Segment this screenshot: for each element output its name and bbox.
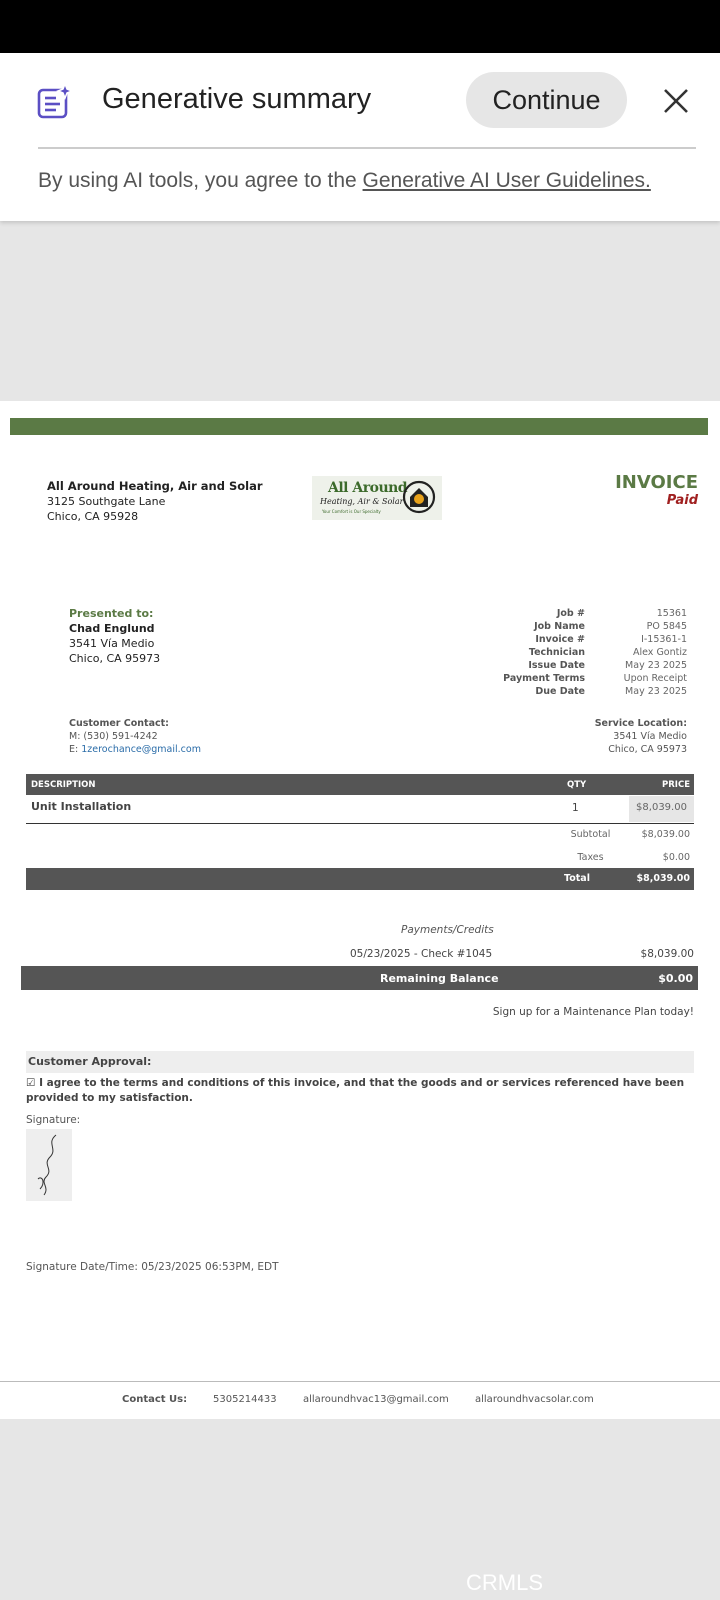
customer-contact: Customer Contact: M: (530) 591-4242 E: 1zerochance@gmail.com <box>69 718 201 755</box>
total-row: Total $8,039.00 <box>26 868 694 890</box>
service-location: Service Location: 3541 Vía Medio Chico, CA 95973 <box>594 718 687 755</box>
ai-summary-icon <box>36 83 74 121</box>
invoice-page: All Around Heating, Air and Solar 3125 Southgate Lane Chico, CA 95928 All Around Heating, Air & Solar Your Comfort is Our Specialty INVOICE Paid Presented to: Chad Englund 3541 Vía Medio Chico, CA 95973 Job # 15361 Job Name PO 5845 Invoice # I-15361-1 Technician Alex Gontiz Issue Date May 23 2025 Payment Terms Upon Receipt Due Date May 23 2025 Customer Contact: M: (530) 591-4242 E: 1zerochance@gmail.com Service Location: 3541 Vía Medio Chico, CA 95973 DESCRIPTION QTY PRICE Unit Installation 1 $8,039.00 Subtotal $8,039.00 Taxes $0.00 Total $8,039.00 Payments/Credits 05/23/2025 - Check #1045 $8,039.00 Remaining Balance $0.00 Sign up for a Maintenance Plan today! Customer Approval: ☑ I agree to the terms and conditions of this invoice, and that the goods and or services referenced have been provided to my satisfaction. Signature: Signature Date/Time: 05/23/2025 06:53PM, EDT Contact Us: 5305214433 allaroundhvac13@gmail.com allaroundhvacsolar.com <box>0 401 720 1419</box>
maintenance-plan-text: Sign up for a Maintenance Plan today! <box>492 1006 694 1018</box>
logo-sub: Heating, Air & Solar <box>320 497 404 506</box>
invoice-status: Paid <box>666 493 698 508</box>
continue-button[interactable]: Continue <box>466 72 627 128</box>
footer-email[interactable]: allaroundhvac13@gmail.com <box>303 1394 449 1405</box>
meta-row: Job # 15361 <box>556 608 687 619</box>
status-bar <box>0 0 720 53</box>
logo-tagline: Your Comfort is Our Specialty <box>322 509 381 514</box>
footer-phone[interactable]: 5305214433 <box>213 1394 277 1405</box>
table-row: Unit Installation 1 $8,039.00 <box>26 795 694 824</box>
payments-label: Payments/Credits <box>401 924 494 936</box>
guidelines-link[interactable]: Generative AI User Guidelines. <box>362 169 651 192</box>
watermark: CRMLS <box>466 1570 544 1595</box>
logo-text: All Around <box>328 480 408 496</box>
company-logo <box>312 476 442 520</box>
invoice-meta <box>480 607 687 698</box>
sheet-title: Generative summary <box>102 83 372 115</box>
invoice-title: INVOICE <box>615 472 698 493</box>
footer-website[interactable]: allaroundhvacsolar.com <box>475 1394 594 1405</box>
remaining-balance-row: Remaining Balance $0.00 <box>21 966 698 990</box>
sheet-divider <box>38 147 696 149</box>
meta-row: Job Name PO 5845 <box>534 621 687 632</box>
customer-email-link[interactable]: 1zerochance@gmail.com <box>81 744 201 755</box>
header-bar <box>10 418 708 435</box>
meta-row: Technician Alex Gontiz <box>528 647 687 658</box>
generative-summary-sheet <box>0 53 720 221</box>
house-sun-icon <box>402 480 436 514</box>
close-icon[interactable] <box>658 83 694 119</box>
company-address: All Around Heating, Air and Solar 3125 Southgate Lane Chico, CA 95928 <box>47 479 263 523</box>
meta-row: Issue Date May 23 2025 <box>528 660 687 671</box>
signature-image <box>26 1129 72 1201</box>
approval-statement: ☑ I agree to the terms and conditions of this invoice, and that the goods and or services referenced have been provided to my satisfaction. <box>26 1077 685 1104</box>
customer-approval-heading: Customer Approval: <box>26 1051 694 1073</box>
presented-to: Presented to: Chad Englund 3541 Vía Medio Chico, CA 95973 <box>69 607 161 665</box>
signature-date: Signature Date/Time: 05/23/2025 06:53PM, EDT <box>26 1261 279 1273</box>
meta-row: Payment Terms Upon Receipt <box>503 673 687 684</box>
meta-row: Due Date May 23 2025 <box>535 686 687 697</box>
items-header: DESCRIPTION QTY PRICE <box>26 774 694 795</box>
meta-row: Invoice # I-15361-1 <box>535 634 687 645</box>
consent-text: By using AI tools, you agree to the Generative AI User Guidelines. <box>38 169 651 192</box>
signature-label: Signature: <box>26 1114 81 1126</box>
footer-divider <box>0 1381 720 1382</box>
